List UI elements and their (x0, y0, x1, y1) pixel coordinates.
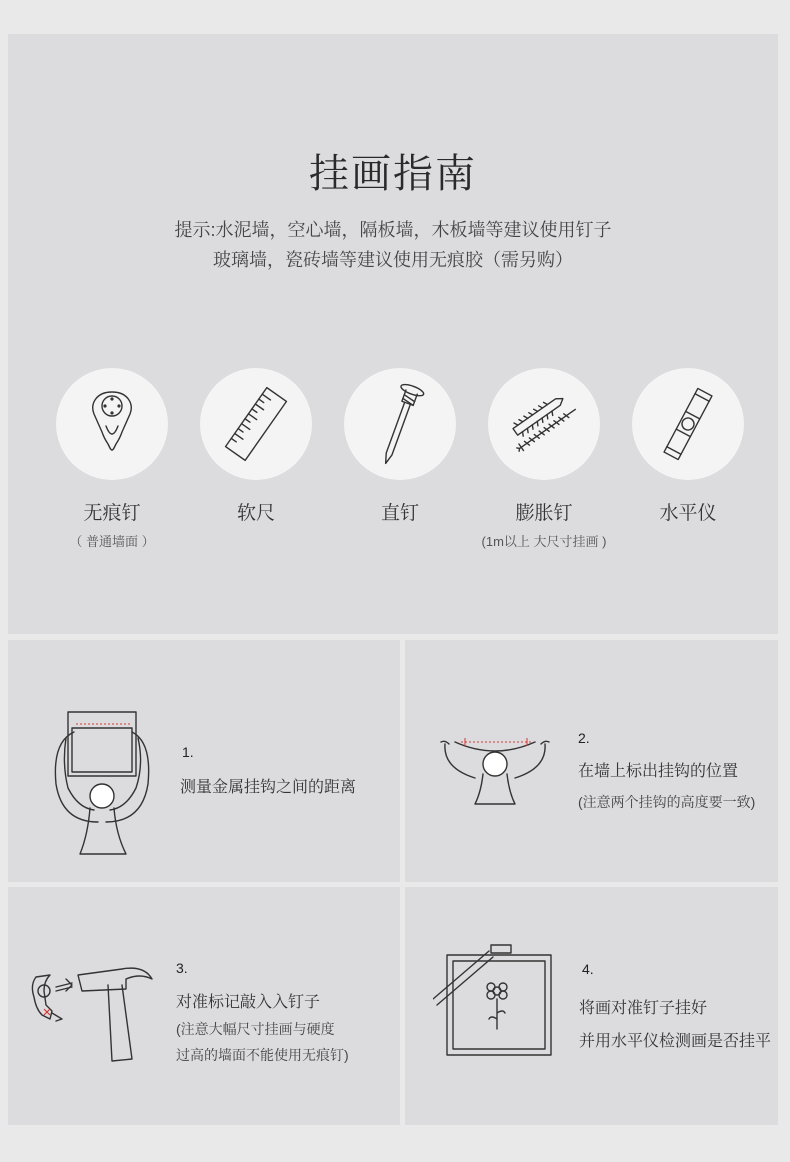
step-note: 过高的墙面不能使用无痕钉) (176, 1047, 349, 1063)
tool-expansion-screw (472, 368, 616, 550)
step-note: (注意两个挂钩的高度要一致) (578, 794, 756, 810)
hang-picture-icon (433, 939, 563, 1069)
expansion-screw-icon (488, 368, 600, 480)
hammer-nail-icon (22, 961, 162, 1071)
page-title: 挂画指南 (309, 152, 477, 196)
tool-nail (328, 368, 472, 531)
tip-line-2: 玻璃墙，瓷砖墙等建议使用无痕胶（需另购） (213, 250, 573, 270)
measure-hooks-icon (48, 704, 178, 884)
tool-note: (1m以上 大尺寸挂画 ) (481, 534, 607, 549)
tool-note: （ 普通墙面 ） (69, 534, 155, 549)
step-text: 测量金属挂钩之间的距离 (180, 779, 357, 796)
ruler-icon (200, 368, 312, 480)
step-text-line-2: 并用水平仪检测画是否挂平 (579, 1033, 772, 1050)
tip-line-1: 提示:水泥墙，空心墙，隔板墙，木板墙等建议使用钉子 (174, 220, 612, 240)
tool-name: 无痕钉 (83, 503, 141, 524)
step-text: 在墙上标出挂钩的位置 (578, 763, 739, 780)
tool-adhesive-hook (40, 368, 184, 550)
spirit-level-icon (632, 368, 744, 480)
step-number: 2. (578, 730, 590, 746)
step-text: 对准标记敲入入钉子 (176, 994, 321, 1011)
tools-panel (8, 34, 778, 634)
step-number: 4. (582, 961, 594, 977)
tool-name: 直钉 (380, 503, 419, 524)
tool-name: 膨胀钉 (515, 503, 573, 524)
step-text: 将画对准钉子挂好 (579, 1000, 708, 1017)
adhesive-hook-icon (56, 368, 168, 480)
step-1-panel (8, 640, 400, 882)
tool-name: 水平仪 (659, 503, 717, 524)
tool-ruler (184, 368, 328, 531)
step-note: (注意大幅尺寸挂画与硬度 (176, 1021, 335, 1037)
mark-wall-icon (435, 724, 555, 844)
nail-icon (344, 368, 456, 480)
step-4-panel (405, 887, 778, 1125)
tool-name: 软尺 (236, 503, 275, 524)
step-number: 3. (176, 960, 188, 976)
step-number: 1. (182, 744, 194, 760)
step-3-panel (8, 887, 400, 1125)
step-2-panel (405, 640, 778, 882)
tool-spirit-level (616, 368, 760, 531)
